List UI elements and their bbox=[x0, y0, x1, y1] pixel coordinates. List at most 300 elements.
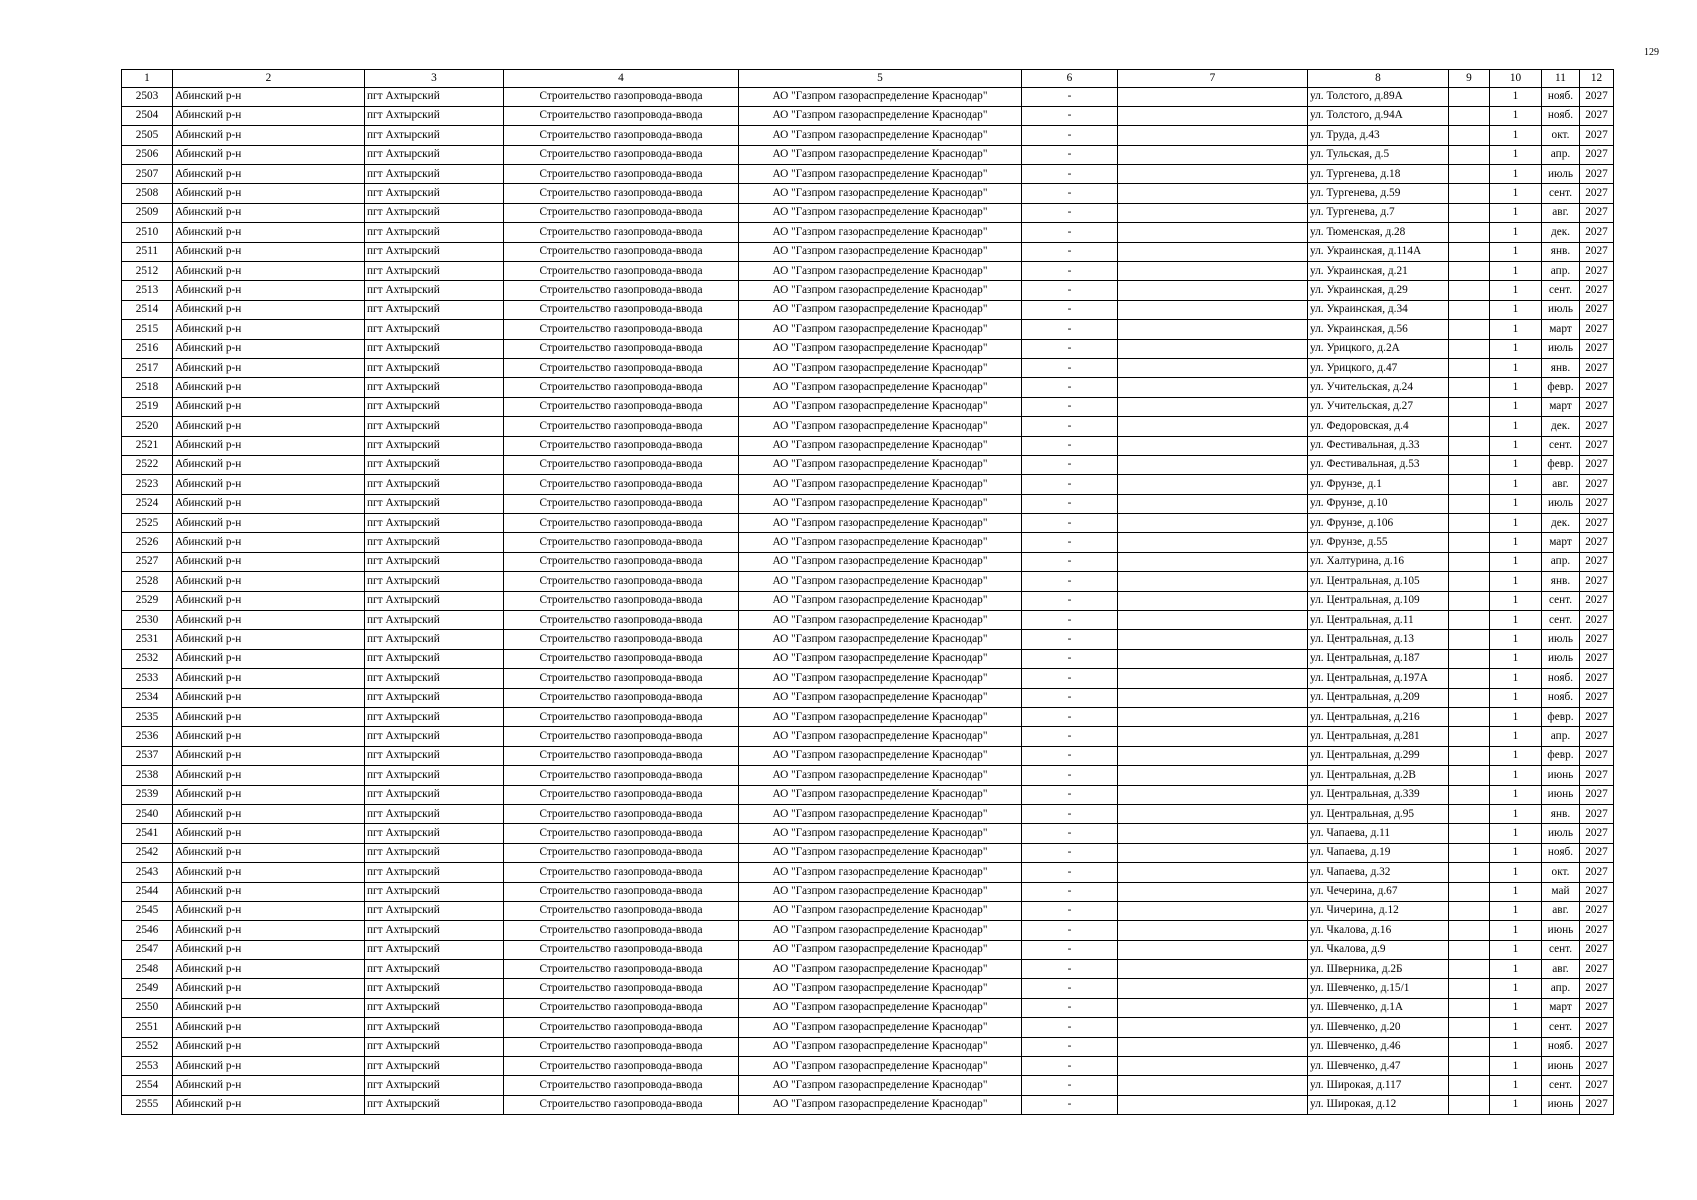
address-cell: ул. Учительская, д.27 bbox=[1308, 397, 1449, 416]
row-number-cell: 2520 bbox=[122, 417, 173, 436]
year-cell: 2027 bbox=[1580, 262, 1614, 281]
organization-cell: АО "Газпром газораспределение Краснодар" bbox=[739, 960, 1022, 979]
year-cell: 2027 bbox=[1580, 572, 1614, 591]
table-row bbox=[122, 785, 1614, 804]
column-number: 4 bbox=[504, 70, 739, 88]
col9-cell bbox=[1449, 785, 1490, 804]
quantity-cell: 1 bbox=[1490, 688, 1542, 707]
row-number-cell: 2523 bbox=[122, 475, 173, 494]
year-cell: 2027 bbox=[1580, 708, 1614, 727]
table-row bbox=[122, 882, 1614, 901]
organization-cell: АО "Газпром газораспределение Краснодар" bbox=[739, 184, 1022, 203]
col9-cell bbox=[1449, 436, 1490, 455]
table-row bbox=[122, 203, 1614, 222]
table-row bbox=[122, 843, 1614, 862]
organization-cell: АО "Газпром газораспределение Краснодар" bbox=[739, 358, 1022, 377]
year-cell: 2027 bbox=[1580, 649, 1614, 668]
table-row bbox=[122, 863, 1614, 882]
row-number-cell: 2555 bbox=[122, 1095, 173, 1114]
table-row bbox=[122, 708, 1614, 727]
address-cell: ул. Фестивальная, д.53 bbox=[1308, 455, 1449, 474]
address-cell: ул. Толстого, д.94А bbox=[1308, 106, 1449, 125]
organization-cell: АО "Газпром газораспределение Краснодар" bbox=[739, 378, 1022, 397]
district-cell: Абинский р-н bbox=[173, 223, 365, 242]
month-cell: июль bbox=[1542, 300, 1580, 319]
col7-cell bbox=[1118, 630, 1308, 649]
address-cell: ул. Украинская, д.34 bbox=[1308, 300, 1449, 319]
locality-cell: пгт Ахтырский bbox=[365, 979, 504, 998]
work-type-cell: Строительство газопровода-ввода bbox=[504, 203, 739, 222]
address-cell: ул. Фрунзе, д.55 bbox=[1308, 533, 1449, 552]
row-number-cell: 2534 bbox=[122, 688, 173, 707]
col9-cell bbox=[1449, 223, 1490, 242]
month-cell: июль bbox=[1542, 649, 1580, 668]
year-cell: 2027 bbox=[1580, 804, 1614, 823]
organization-cell: АО "Газпром газораспределение Краснодар" bbox=[739, 708, 1022, 727]
col6-cell: - bbox=[1022, 339, 1118, 358]
col6-cell: - bbox=[1022, 708, 1118, 727]
work-type-cell: Строительство газопровода-ввода bbox=[504, 242, 739, 261]
col9-cell bbox=[1449, 533, 1490, 552]
year-cell: 2027 bbox=[1580, 960, 1614, 979]
locality-cell: пгт Ахтырский bbox=[365, 1018, 504, 1037]
quantity-cell: 1 bbox=[1490, 766, 1542, 785]
year-cell: 2027 bbox=[1580, 882, 1614, 901]
address-cell: ул. Центральная, д.2В bbox=[1308, 766, 1449, 785]
year-cell: 2027 bbox=[1580, 397, 1614, 416]
organization-cell: АО "Газпром газораспределение Краснодар" bbox=[739, 785, 1022, 804]
quantity-cell: 1 bbox=[1490, 455, 1542, 474]
work-type-cell: Строительство газопровода-ввода bbox=[504, 669, 739, 688]
table-body bbox=[122, 87, 1614, 1115]
district-cell: Абинский р-н bbox=[173, 106, 365, 125]
work-type-cell: Строительство газопровода-ввода bbox=[504, 378, 739, 397]
district-cell: Абинский р-н bbox=[173, 901, 365, 920]
row-number-cell: 2527 bbox=[122, 552, 173, 571]
organization-cell: АО "Газпром газораспределение Краснодар" bbox=[739, 630, 1022, 649]
work-type-cell: Строительство газопровода-ввода bbox=[504, 106, 739, 125]
year-cell: 2027 bbox=[1580, 901, 1614, 920]
col6-cell: - bbox=[1022, 998, 1118, 1017]
district-cell: Абинский р-н bbox=[173, 455, 365, 474]
col6-cell: - bbox=[1022, 611, 1118, 630]
table-row bbox=[122, 552, 1614, 571]
row-number-cell: 2518 bbox=[122, 378, 173, 397]
quantity-cell: 1 bbox=[1490, 979, 1542, 998]
locality-cell: пгт Ахтырский bbox=[365, 727, 504, 746]
row-number-cell: 2536 bbox=[122, 727, 173, 746]
locality-cell: пгт Ахтырский bbox=[365, 960, 504, 979]
row-number-cell: 2507 bbox=[122, 165, 173, 184]
locality-cell: пгт Ахтырский bbox=[365, 358, 504, 377]
work-type-cell: Строительство газопровода-ввода bbox=[504, 358, 739, 377]
organization-cell: АО "Газпром газораспределение Краснодар" bbox=[739, 223, 1022, 242]
organization-cell: АО "Газпром газораспределение Краснодар" bbox=[739, 1018, 1022, 1037]
month-cell: июль bbox=[1542, 165, 1580, 184]
col7-cell bbox=[1118, 785, 1308, 804]
table-row bbox=[122, 1037, 1614, 1056]
organization-cell: АО "Газпром газораспределение Краснодар" bbox=[739, 649, 1022, 668]
month-cell: сент. bbox=[1542, 591, 1580, 610]
month-cell: сент. bbox=[1542, 611, 1580, 630]
organization-cell: АО "Газпром газораспределение Краснодар" bbox=[739, 455, 1022, 474]
quantity-cell: 1 bbox=[1490, 611, 1542, 630]
col9-cell bbox=[1449, 1018, 1490, 1037]
year-cell: 2027 bbox=[1580, 1076, 1614, 1095]
table-row bbox=[122, 223, 1614, 242]
month-cell: февр. bbox=[1542, 378, 1580, 397]
year-cell: 2027 bbox=[1580, 1037, 1614, 1056]
year-cell: 2027 bbox=[1580, 552, 1614, 571]
year-cell: 2027 bbox=[1580, 940, 1614, 959]
table-row bbox=[122, 901, 1614, 920]
address-cell: ул. Фестивальная, д.33 bbox=[1308, 436, 1449, 455]
col7-cell bbox=[1118, 940, 1308, 959]
organization-cell: АО "Газпром газораспределение Краснодар" bbox=[739, 397, 1022, 416]
locality-cell: пгт Ахтырский bbox=[365, 203, 504, 222]
address-cell: ул. Толстого, д.89А bbox=[1308, 87, 1449, 106]
address-cell: ул. Чкалова, д.16 bbox=[1308, 921, 1449, 940]
row-number-cell: 2510 bbox=[122, 223, 173, 242]
month-cell: сент. bbox=[1542, 1018, 1580, 1037]
locality-cell: пгт Ахтырский bbox=[365, 242, 504, 261]
table-row bbox=[122, 87, 1614, 106]
col9-cell bbox=[1449, 339, 1490, 358]
col6-cell: - bbox=[1022, 87, 1118, 106]
organization-cell: АО "Газпром газораспределение Краснодар" bbox=[739, 145, 1022, 164]
col9-cell bbox=[1449, 688, 1490, 707]
address-cell: ул. Украинская, д.29 bbox=[1308, 281, 1449, 300]
col7-cell bbox=[1118, 455, 1308, 474]
month-cell: март bbox=[1542, 533, 1580, 552]
year-cell: 2027 bbox=[1580, 223, 1614, 242]
address-cell: ул. Чапаева, д.32 bbox=[1308, 863, 1449, 882]
col7-cell bbox=[1118, 184, 1308, 203]
col9-cell bbox=[1449, 1095, 1490, 1114]
col7-cell bbox=[1118, 417, 1308, 436]
quantity-cell: 1 bbox=[1490, 746, 1542, 765]
organization-cell: АО "Газпром газораспределение Краснодар" bbox=[739, 998, 1022, 1017]
col7-cell bbox=[1118, 572, 1308, 591]
locality-cell: пгт Ахтырский bbox=[365, 669, 504, 688]
locality-cell: пгт Ахтырский bbox=[365, 1095, 504, 1114]
district-cell: Абинский р-н bbox=[173, 960, 365, 979]
col6-cell: - bbox=[1022, 1095, 1118, 1114]
col6-cell: - bbox=[1022, 766, 1118, 785]
locality-cell: пгт Ахтырский bbox=[365, 766, 504, 785]
quantity-cell: 1 bbox=[1490, 281, 1542, 300]
table-row bbox=[122, 611, 1614, 630]
district-cell: Абинский р-н bbox=[173, 630, 365, 649]
col6-cell: - bbox=[1022, 901, 1118, 920]
col6-cell: - bbox=[1022, 242, 1118, 261]
locality-cell: пгт Ахтырский bbox=[365, 262, 504, 281]
work-type-cell: Строительство газопровода-ввода bbox=[504, 630, 739, 649]
col9-cell bbox=[1449, 184, 1490, 203]
work-type-cell: Строительство газопровода-ввода bbox=[504, 572, 739, 591]
row-number-cell: 2517 bbox=[122, 358, 173, 377]
col7-cell bbox=[1118, 281, 1308, 300]
district-cell: Абинский р-н bbox=[173, 494, 365, 513]
locality-cell: пгт Ахтырский bbox=[365, 1037, 504, 1056]
work-type-cell: Строительство газопровода-ввода bbox=[504, 804, 739, 823]
col9-cell bbox=[1449, 514, 1490, 533]
locality-cell: пгт Ахтырский bbox=[365, 649, 504, 668]
district-cell: Абинский р-н bbox=[173, 87, 365, 106]
col7-cell bbox=[1118, 552, 1308, 571]
month-cell: нояб. bbox=[1542, 106, 1580, 125]
locality-cell: пгт Ахтырский bbox=[365, 688, 504, 707]
address-cell: ул. Центральная, д.216 bbox=[1308, 708, 1449, 727]
month-cell: апр. bbox=[1542, 145, 1580, 164]
quantity-cell: 1 bbox=[1490, 475, 1542, 494]
col7-cell bbox=[1118, 126, 1308, 145]
year-cell: 2027 bbox=[1580, 998, 1614, 1017]
work-type-cell: Строительство газопровода-ввода bbox=[504, 766, 739, 785]
col6-cell: - bbox=[1022, 475, 1118, 494]
row-number-cell: 2549 bbox=[122, 979, 173, 998]
district-cell: Абинский р-н bbox=[173, 979, 365, 998]
quantity-cell: 1 bbox=[1490, 998, 1542, 1017]
address-cell: ул. Тульская, д.5 bbox=[1308, 145, 1449, 164]
quantity-cell: 1 bbox=[1490, 572, 1542, 591]
col9-cell bbox=[1449, 126, 1490, 145]
month-cell: дек. bbox=[1542, 514, 1580, 533]
col6-cell: - bbox=[1022, 1076, 1118, 1095]
row-number-cell: 2506 bbox=[122, 145, 173, 164]
organization-cell: АО "Газпром газораспределение Краснодар" bbox=[739, 106, 1022, 125]
col7-cell bbox=[1118, 843, 1308, 862]
district-cell: Абинский р-н bbox=[173, 649, 365, 668]
district-cell: Абинский р-н bbox=[173, 611, 365, 630]
table-row bbox=[122, 145, 1614, 164]
year-cell: 2027 bbox=[1580, 785, 1614, 804]
organization-cell: АО "Газпром газораспределение Краснодар" bbox=[739, 165, 1022, 184]
year-cell: 2027 bbox=[1580, 727, 1614, 746]
district-cell: Абинский р-н bbox=[173, 940, 365, 959]
quantity-cell: 1 bbox=[1490, 223, 1542, 242]
quantity-cell: 1 bbox=[1490, 378, 1542, 397]
month-cell: авг. bbox=[1542, 203, 1580, 222]
locality-cell: пгт Ахтырский bbox=[365, 998, 504, 1017]
organization-cell: АО "Газпром газораспределение Краснодар" bbox=[739, 1076, 1022, 1095]
district-cell: Абинский р-н bbox=[173, 1037, 365, 1056]
row-number-cell: 2538 bbox=[122, 766, 173, 785]
year-cell: 2027 bbox=[1580, 514, 1614, 533]
quantity-cell: 1 bbox=[1490, 708, 1542, 727]
table-row bbox=[122, 397, 1614, 416]
work-type-cell: Строительство газопровода-ввода bbox=[504, 475, 739, 494]
locality-cell: пгт Ахтырский bbox=[365, 223, 504, 242]
table-row bbox=[122, 106, 1614, 125]
row-number-cell: 2532 bbox=[122, 649, 173, 668]
col6-cell: - bbox=[1022, 320, 1118, 339]
col7-cell bbox=[1118, 1095, 1308, 1114]
col7-cell bbox=[1118, 746, 1308, 765]
col6-cell: - bbox=[1022, 378, 1118, 397]
year-cell: 2027 bbox=[1580, 126, 1614, 145]
table-row bbox=[122, 960, 1614, 979]
table-row bbox=[122, 591, 1614, 610]
quantity-cell: 1 bbox=[1490, 145, 1542, 164]
col7-cell bbox=[1118, 106, 1308, 125]
row-number-cell: 2524 bbox=[122, 494, 173, 513]
col6-cell: - bbox=[1022, 804, 1118, 823]
work-type-cell: Строительство газопровода-ввода bbox=[504, 494, 739, 513]
address-cell: ул. Центральная, д.95 bbox=[1308, 804, 1449, 823]
locality-cell: пгт Ахтырский bbox=[365, 417, 504, 436]
organization-cell: АО "Газпром газораспределение Краснодар" bbox=[739, 494, 1022, 513]
address-cell: ул. Центральная, д.281 bbox=[1308, 727, 1449, 746]
col7-cell bbox=[1118, 533, 1308, 552]
year-cell: 2027 bbox=[1580, 87, 1614, 106]
month-cell: июль bbox=[1542, 339, 1580, 358]
year-cell: 2027 bbox=[1580, 843, 1614, 862]
col6-cell: - bbox=[1022, 397, 1118, 416]
col6-cell: - bbox=[1022, 106, 1118, 125]
work-type-cell: Строительство газопровода-ввода bbox=[504, 611, 739, 630]
col6-cell: - bbox=[1022, 1057, 1118, 1076]
col6-cell: - bbox=[1022, 824, 1118, 843]
work-type-cell: Строительство газопровода-ввода bbox=[504, 1076, 739, 1095]
month-cell: сент. bbox=[1542, 436, 1580, 455]
address-cell: ул. Шевченко, д.20 bbox=[1308, 1018, 1449, 1037]
month-cell: окт. bbox=[1542, 126, 1580, 145]
table-row bbox=[122, 630, 1614, 649]
col9-cell bbox=[1449, 494, 1490, 513]
quantity-cell: 1 bbox=[1490, 320, 1542, 339]
locality-cell: пгт Ахтырский bbox=[365, 630, 504, 649]
table-row bbox=[122, 126, 1614, 145]
year-cell: 2027 bbox=[1580, 475, 1614, 494]
district-cell: Абинский р-н bbox=[173, 785, 365, 804]
row-number-cell: 2530 bbox=[122, 611, 173, 630]
address-cell: ул. Фрунзе, д.1 bbox=[1308, 475, 1449, 494]
row-number-cell: 2547 bbox=[122, 940, 173, 959]
col9-cell bbox=[1449, 630, 1490, 649]
month-cell: март bbox=[1542, 998, 1580, 1017]
year-cell: 2027 bbox=[1580, 824, 1614, 843]
col7-cell bbox=[1118, 203, 1308, 222]
year-cell: 2027 bbox=[1580, 378, 1614, 397]
quantity-cell: 1 bbox=[1490, 436, 1542, 455]
organization-cell: АО "Газпром газораспределение Краснодар" bbox=[739, 921, 1022, 940]
column-number-header-row bbox=[122, 70, 1614, 88]
work-type-cell: Строительство газопровода-ввода bbox=[504, 552, 739, 571]
col6-cell: - bbox=[1022, 417, 1118, 436]
col7-cell bbox=[1118, 921, 1308, 940]
col7-cell bbox=[1118, 804, 1308, 823]
work-type-cell: Строительство газопровода-ввода bbox=[504, 436, 739, 455]
district-cell: Абинский р-н bbox=[173, 165, 365, 184]
work-type-cell: Строительство газопровода-ввода bbox=[504, 998, 739, 1017]
organization-cell: АО "Газпром газораспределение Краснодар" bbox=[739, 533, 1022, 552]
col6-cell: - bbox=[1022, 746, 1118, 765]
year-cell: 2027 bbox=[1580, 300, 1614, 319]
table-row bbox=[122, 358, 1614, 377]
col9-cell bbox=[1449, 901, 1490, 920]
month-cell: дек. bbox=[1542, 223, 1580, 242]
row-number-cell: 2535 bbox=[122, 708, 173, 727]
column-number: 8 bbox=[1308, 70, 1449, 88]
district-cell: Абинский р-н bbox=[173, 184, 365, 203]
col9-cell bbox=[1449, 572, 1490, 591]
row-number-cell: 2554 bbox=[122, 1076, 173, 1095]
col9-cell bbox=[1449, 242, 1490, 261]
col6-cell: - bbox=[1022, 552, 1118, 571]
locality-cell: пгт Ахтырский bbox=[365, 572, 504, 591]
row-number-cell: 2513 bbox=[122, 281, 173, 300]
row-number-cell: 2540 bbox=[122, 804, 173, 823]
col6-cell: - bbox=[1022, 572, 1118, 591]
table-row bbox=[122, 436, 1614, 455]
work-type-cell: Строительство газопровода-ввода bbox=[504, 455, 739, 474]
col6-cell: - bbox=[1022, 669, 1118, 688]
year-cell: 2027 bbox=[1580, 281, 1614, 300]
col9-cell bbox=[1449, 649, 1490, 668]
col9-cell bbox=[1449, 281, 1490, 300]
col6-cell: - bbox=[1022, 533, 1118, 552]
row-number-cell: 2543 bbox=[122, 863, 173, 882]
table-row bbox=[122, 649, 1614, 668]
table-row bbox=[122, 998, 1614, 1017]
work-type-cell: Строительство газопровода-ввода bbox=[504, 184, 739, 203]
year-cell: 2027 bbox=[1580, 145, 1614, 164]
col7-cell bbox=[1118, 649, 1308, 668]
year-cell: 2027 bbox=[1580, 1057, 1614, 1076]
gas-connection-registry-table bbox=[121, 69, 1614, 1115]
column-number: 3 bbox=[365, 70, 504, 88]
quantity-cell: 1 bbox=[1490, 126, 1542, 145]
district-cell: Абинский р-н bbox=[173, 262, 365, 281]
locality-cell: пгт Ахтырский bbox=[365, 165, 504, 184]
district-cell: Абинский р-н bbox=[173, 688, 365, 707]
col9-cell bbox=[1449, 1057, 1490, 1076]
quantity-cell: 1 bbox=[1490, 397, 1542, 416]
month-cell: нояб. bbox=[1542, 669, 1580, 688]
row-number-cell: 2516 bbox=[122, 339, 173, 358]
organization-cell: АО "Газпром газораспределение Краснодар" bbox=[739, 727, 1022, 746]
table-row bbox=[122, 475, 1614, 494]
organization-cell: АО "Газпром газораспределение Краснодар" bbox=[739, 1095, 1022, 1114]
work-type-cell: Строительство газопровода-ввода bbox=[504, 727, 739, 746]
col7-cell bbox=[1118, 300, 1308, 319]
row-number-cell: 2514 bbox=[122, 300, 173, 319]
month-cell: июль bbox=[1542, 824, 1580, 843]
locality-cell: пгт Ахтырский bbox=[365, 87, 504, 106]
work-type-cell: Строительство газопровода-ввода bbox=[504, 300, 739, 319]
column-number: 12 bbox=[1580, 70, 1614, 88]
address-cell: ул. Центральная, д.197А bbox=[1308, 669, 1449, 688]
quantity-cell: 1 bbox=[1490, 358, 1542, 377]
table-row bbox=[122, 378, 1614, 397]
address-cell: ул. Урицкого, д.47 bbox=[1308, 358, 1449, 377]
month-cell: июнь bbox=[1542, 1057, 1580, 1076]
table-row bbox=[122, 184, 1614, 203]
district-cell: Абинский р-н bbox=[173, 746, 365, 765]
col6-cell: - bbox=[1022, 921, 1118, 940]
col7-cell bbox=[1118, 165, 1308, 184]
col7-cell bbox=[1118, 824, 1308, 843]
address-cell: ул. Центральная, д.209 bbox=[1308, 688, 1449, 707]
year-cell: 2027 bbox=[1580, 455, 1614, 474]
col6-cell: - bbox=[1022, 785, 1118, 804]
year-cell: 2027 bbox=[1580, 436, 1614, 455]
work-type-cell: Строительство газопровода-ввода bbox=[504, 591, 739, 610]
col7-cell bbox=[1118, 223, 1308, 242]
district-cell: Абинский р-н bbox=[173, 397, 365, 416]
column-number: 5 bbox=[739, 70, 1022, 88]
